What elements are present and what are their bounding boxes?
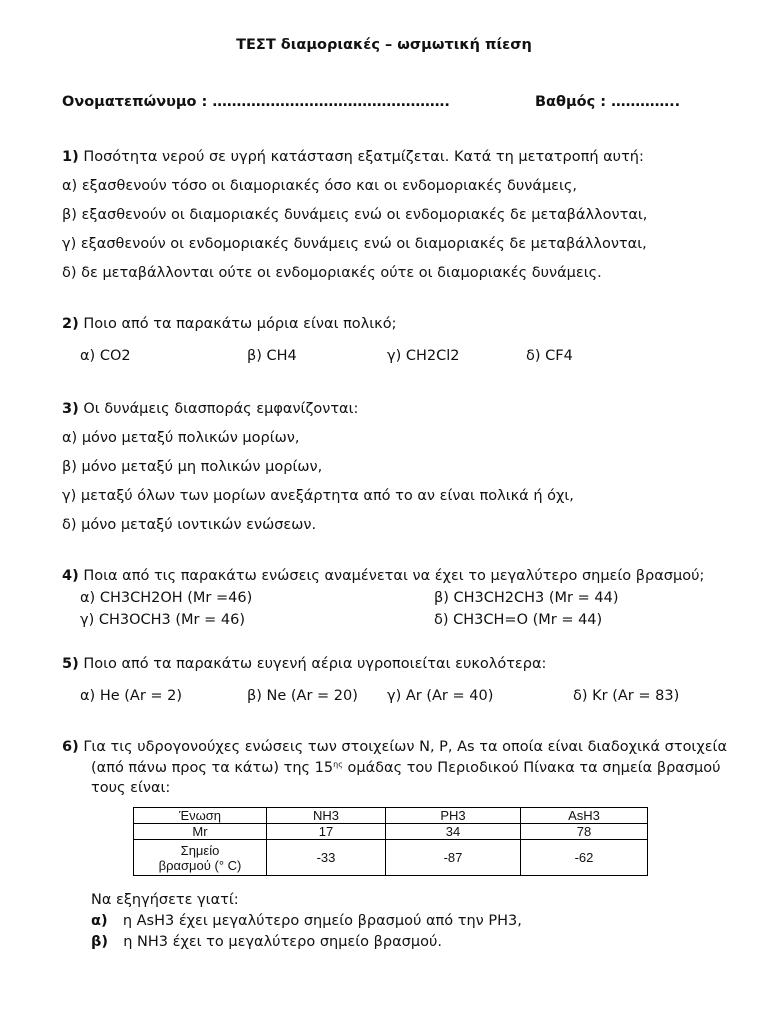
q3-option-d: δ) μόνο μεταξύ ιοντικών ενώσεων.: [62, 517, 317, 533]
table-cell: -62: [521, 840, 648, 876]
q5-option-a: α) He (Ar = 2): [80, 688, 183, 704]
explain-prompt: Να εξηγήσετε γιατί:: [91, 892, 239, 908]
question-number: 4): [62, 568, 79, 584]
question-text: Ποια από τις παρακάτω ενώσεις αναμένεται να έχει το μεγαλύτερο σημείο βρασμού;: [83, 568, 705, 584]
ordinal-superscript: ης: [333, 760, 343, 769]
part-label: β): [91, 934, 109, 950]
q3-option-a: α) μόνο μεταξύ πολικών μορίων,: [62, 430, 300, 446]
table-cell: 17: [267, 824, 386, 840]
boiling-point-table: [133, 807, 648, 876]
question-number: 5): [62, 656, 79, 672]
q4-option-b: β) CH3CH2CH3 (Mr = 44): [434, 590, 619, 606]
q6-part-a: [91, 913, 522, 929]
part-text: η NH3 έχει το μεγαλύτερο σημείο βρασμού.: [123, 934, 442, 950]
question-number: 3): [62, 401, 79, 417]
table-cell-label: Σημείο: [180, 842, 220, 858]
grade-field-label: Βαθμός : …………..: [535, 94, 681, 110]
name-field-label: Ονοματεπώνυμο : ………………………………………….: [62, 94, 450, 110]
part-label: α): [91, 913, 108, 929]
question-2: [62, 316, 396, 332]
q4-option-d: δ) CH3CH=O (Mr = 44): [434, 612, 603, 628]
question-text: Ποιο από τα παρακάτω ευγενή αέρια υγροποιείται ευκολότερα:: [83, 656, 547, 672]
table-cell: Ένωση: [134, 808, 267, 824]
q2-option-a: α) CO2: [80, 348, 131, 364]
q2-option-b: β) CH4: [247, 348, 297, 364]
q1-option-b: β) εξασθενούν οι διαμοριακές δυνάμεις ενώ οι ενδομοριακές δε μεταβάλλονται,: [62, 207, 648, 223]
table-row: [134, 840, 648, 876]
question-6: [62, 739, 727, 755]
question-number: 2): [62, 316, 79, 332]
question-3: [62, 401, 358, 417]
question-6-line-2: [91, 760, 721, 776]
question-text: Ποσότητα νερού σε υγρή κατάσταση εξατμίζεται. Κατά τη μετατροπή αυτή:: [83, 149, 644, 165]
table-cell: Mr: [134, 824, 267, 840]
q5-option-d: δ) Kr (Ar = 83): [573, 688, 680, 704]
question-text: Οι δυνάμεις διασποράς εμφανίζονται:: [83, 401, 359, 417]
q5-option-b: β) Ne (Ar = 20): [247, 688, 358, 704]
question-1: [62, 149, 644, 165]
page-title: ΤΕΣΤ διαμοριακές – ωσμωτική πίεση: [236, 37, 532, 53]
q2-option-c: γ) CH2Cl2: [387, 348, 460, 364]
table-cell: -87: [386, 840, 521, 876]
q6-text-part: ομάδας του Περιοδικού Πίνακα τα σημεία βρασμού: [342, 760, 721, 776]
table-cell: 78: [521, 824, 648, 840]
table-cell: 34: [386, 824, 521, 840]
q6-part-b: [91, 934, 442, 950]
q1-option-a: α) εξασθενούν τόσο οι διαμοριακές όσο και οι ενδομοριακές δυνάμεις,: [62, 178, 578, 194]
table-header-row: [134, 808, 648, 824]
question-4: [62, 568, 704, 584]
part-text: η AsH3 έχει μεγαλύτερο σημείο βρασμού από την PH3,: [122, 913, 522, 929]
question-6-line-3: τους είναι:: [91, 780, 171, 796]
table-cell: PH3: [386, 808, 521, 824]
q5-option-c: γ) Ar (Ar = 40): [387, 688, 494, 704]
table-cell: [134, 840, 267, 876]
table-cell: -33: [267, 840, 386, 876]
table-row: [134, 824, 648, 840]
q4-option-a: α) CH3CH2OH (Mr =46): [80, 590, 253, 606]
question-text: Για τις υδρογονούχες ενώσεις των στοιχείων N, P, As τα οποία είναι διαδοχικά στοιχεία: [83, 739, 728, 755]
q2-option-d: δ) CF4: [526, 348, 573, 364]
question-5: [62, 656, 546, 672]
q4-option-c: γ) CH3OCH3 (Mr = 46): [80, 612, 245, 628]
q3-option-b: β) μόνο μεταξύ μη πολικών μορίων,: [62, 459, 323, 475]
q1-option-d: δ) δε μεταβάλλονται ούτε οι ενδομοριακές ούτε οι διαμοριακές δυνάμεις.: [62, 265, 602, 281]
table-cell: NH3: [267, 808, 386, 824]
question-text: Ποιο από τα παρακάτω μόρια είναι πολικό;: [83, 316, 397, 332]
q6-text-part: (από πάνω προς τα κάτω) της 15: [91, 760, 334, 776]
table-cell-label: βρασμού (° C): [158, 857, 242, 873]
question-number: 1): [62, 149, 79, 165]
q1-option-c: γ) εξασθενούν οι ενδομοριακές δυνάμεις ενώ οι διαμοριακές δε μεταβάλλονται,: [62, 236, 647, 252]
question-number: 6): [62, 739, 79, 755]
table-cell: AsH3: [521, 808, 648, 824]
q3-option-c: γ) μεταξύ όλων των μορίων ανεξάρτητα από το αν είναι πολικά ή όχι,: [62, 488, 574, 504]
